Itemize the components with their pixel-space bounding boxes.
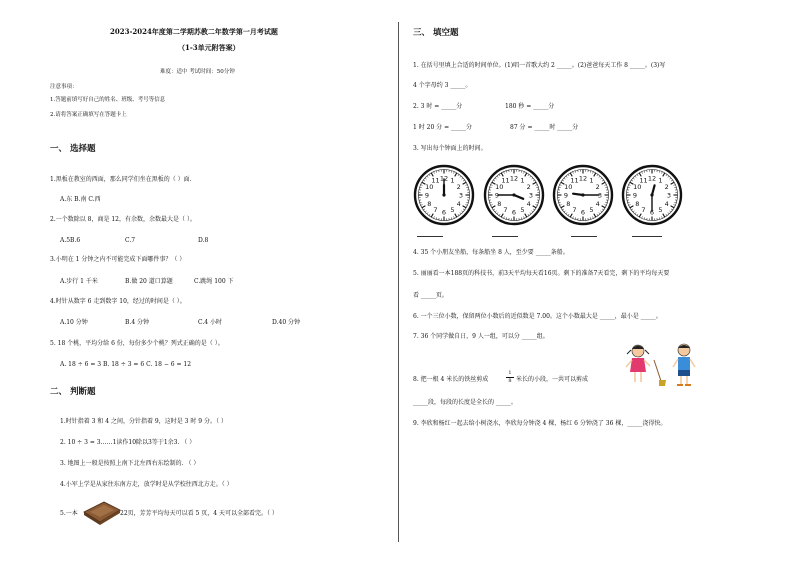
book-image xyxy=(80,498,122,526)
clock-numeral: 11 xyxy=(570,176,579,185)
clock-numeral: 6 xyxy=(441,208,447,217)
clock-face xyxy=(552,164,614,226)
clock-numeral: 12 xyxy=(509,174,519,183)
clock-numeral: 7 xyxy=(572,206,577,215)
question-text: 9. 李欣和杨红一起去给小树浇水，李欣每分钟浇 4 棵，杨红 6 分钟浇了 36 棵，_____浇得快。 xyxy=(413,420,667,427)
question-text: 4.小军上学是从家往东南方走，放学时是从学校往西北方走。（ ） xyxy=(60,481,233,488)
clock-numeral: 10 xyxy=(564,182,573,191)
clock-numeral: 2 xyxy=(456,182,461,191)
question-text: 4. 35 个小朋友坐船，每条船坐 8 人，至少要 _____条船。 xyxy=(413,249,569,256)
clock-numeral: 5 xyxy=(450,206,455,215)
clock-answer-blank xyxy=(571,236,597,237)
clock-numeral: 3 xyxy=(597,191,603,200)
option: B.4 分钟 xyxy=(125,319,150,326)
question-text: 米长的小段，一共可以剪成 xyxy=(516,376,589,383)
clock-numeral: 7 xyxy=(503,206,508,215)
clock-numeral: 8 xyxy=(497,199,502,208)
clock-numeral: 4 xyxy=(526,199,531,208)
clock-numeral: 1 xyxy=(589,176,594,185)
question-text: 87 分 = _____时 _____分 xyxy=(510,124,579,131)
clock-answer-blank xyxy=(632,236,662,237)
clock-numeral: 10 xyxy=(425,182,434,191)
question-text: 1. 在括号里填上合适的时间单位。(1)唱一首歌大约 2 _____。(2)爸爸每天工作 8 _____。(3)写 xyxy=(413,62,666,69)
clock-numeral: 3 xyxy=(458,191,464,200)
fraction xyxy=(506,371,514,384)
clock-numeral: 4 xyxy=(664,199,669,208)
question-text: 看 _____页。 xyxy=(413,292,448,299)
clock-numeral: 12 xyxy=(439,174,449,183)
page-title: 2023-2024年度第二学期苏教二年数学第一月考试题 xyxy=(110,27,278,36)
clock-numeral: 10 xyxy=(495,182,504,191)
clock-numeral: 1 xyxy=(450,176,455,185)
clock-numeral: 5 xyxy=(658,206,663,215)
clock-numeral: 2 xyxy=(595,182,600,191)
question-text: 1 时 20 分 = _____分 xyxy=(413,124,473,131)
question-text: 2. 10 ÷ 3 = 3……1读作10除以3等于1余3. （ ） xyxy=(60,439,196,446)
notice-item: 1.答题前填写好自己的姓名、班级、考号等信息 xyxy=(50,97,166,103)
clock-numeral: 9 xyxy=(563,191,569,200)
question-text: 6. 一个三位小数，保留两位小数后的近似数是 7.00。这个小数最大是 _____，最小是 _____。 xyxy=(413,313,662,320)
clock-answer-blank xyxy=(417,236,443,237)
question-text: 2.一个数除以 8，商是 12，有余数，余数最大是（ ）。 xyxy=(50,216,196,223)
fraction-denominator: 8 xyxy=(508,378,512,384)
clock-numeral: 3 xyxy=(528,191,534,200)
section-title-fill: 三、 填空题 xyxy=(413,28,459,38)
question-text: 180 秒 = _____分 xyxy=(505,103,555,110)
option: C.跳绳 100 下 xyxy=(194,278,234,285)
notice-heading: 注意事项： xyxy=(50,84,78,90)
clock-numeral: 7 xyxy=(433,206,438,215)
page-subtitle: （1-3单元附答案） xyxy=(178,43,240,52)
section-title-judge: 二、 判断题 xyxy=(50,387,96,397)
clock-numeral: 12 xyxy=(578,174,588,183)
notice-item: 2.请将答案正确填写在答题卡上 xyxy=(50,112,127,118)
question-text: 7. 36 个同学做自日，9 人一组，可以分 _____组。 xyxy=(413,333,549,340)
question-text: _____段，每段的长度是全长的 _____。 xyxy=(413,399,517,406)
question-text: 1.时针指着 3 和 4 之间，分针指着 9，这时是 3 时 9 分。（ ） xyxy=(60,418,227,425)
question-text: 4 个字母约 3 _____。 xyxy=(413,82,472,89)
clock-face xyxy=(413,164,475,226)
option: C.7 xyxy=(125,237,136,244)
clock-numeral: 8 xyxy=(635,199,640,208)
question-text: 5. 18 个桃，平均分给 6 份，每份多少个桃？列式正确的是（ ）。 xyxy=(50,340,224,347)
clock-numeral: 3 xyxy=(666,191,672,200)
option: C.4 小时 xyxy=(198,319,223,326)
clock-numeral: 8 xyxy=(566,199,571,208)
question-text: 1.黑板在教室的西面，那么同学们坐在黑板的（ ）面. xyxy=(50,176,192,183)
clock-numeral: 11 xyxy=(639,176,648,185)
option: D.8 xyxy=(198,237,209,244)
question-text: 5.一本 xyxy=(60,510,78,517)
clock-face xyxy=(621,164,683,226)
option: A.5B.6 xyxy=(60,237,81,244)
clock-numeral: 6 xyxy=(511,208,517,217)
question-text: 3. 写出每个钟面上的时间。 xyxy=(413,145,487,152)
clock-numeral: 12 xyxy=(647,174,657,183)
clock-numeral: 10 xyxy=(633,182,642,191)
option: A.步行 1 千米 xyxy=(60,278,98,285)
question-text: 3.小明在 1 分钟之内不可能完成下面哪件事？（ ） xyxy=(50,256,186,263)
clock-numeral: 9 xyxy=(424,191,430,200)
clock-numeral: 6 xyxy=(649,208,655,217)
question-text: 3. 地图上一般是按照上南下北左西右东绘制的. （ ） xyxy=(60,460,200,467)
question-text: 8. 把一根 4 米长的铁丝剪成 xyxy=(413,376,489,383)
clock-numeral: 8 xyxy=(427,199,432,208)
clock-face xyxy=(483,164,545,226)
question-options: A.东 B.南 C.西 xyxy=(60,196,101,203)
clock-numeral: 1 xyxy=(658,176,663,185)
option: B.做 20 道口算题 xyxy=(125,278,173,285)
clock-numeral: 9 xyxy=(632,191,638,200)
option: D.40 分钟 xyxy=(272,319,301,326)
question-text: 22页，芳芳平均每天可以看 5 页，4 天可以全部看完。（ ） xyxy=(120,510,278,517)
clock-numeral: 7 xyxy=(641,206,646,215)
fraction-numerator: 1 xyxy=(508,370,512,376)
clock-numeral: 9 xyxy=(494,191,500,200)
exam-meta: 难度：适中 考试时间：50分钟 xyxy=(160,69,235,75)
clock-numeral: 5 xyxy=(520,206,525,215)
column-divider xyxy=(398,22,399,542)
clock-numeral: 11 xyxy=(431,176,440,185)
question-text: 5. 丽丽看一本188页的科技书，前3天平均每天看16页。剩下的准备7天看完，剩下的平均每天要 xyxy=(413,270,670,277)
clock-numeral: 11 xyxy=(501,176,510,185)
clock-numeral: 2 xyxy=(664,182,669,191)
clock-numeral: 6 xyxy=(580,208,586,217)
clock-numeral: 4 xyxy=(456,199,461,208)
clock-numeral: 4 xyxy=(595,199,600,208)
question-text: 4.时针从数字 6 走到数字 10，经过的时间是（ ）。 xyxy=(50,298,186,305)
clock-numeral: 2 xyxy=(526,182,531,191)
option: A.10 分钟 xyxy=(60,319,88,326)
clock-answer-blank xyxy=(492,236,518,237)
clock-numeral: 5 xyxy=(589,206,594,215)
children-illustration xyxy=(622,340,702,388)
question-options: A. 18 ÷ 6 = 3 B. 18 ÷ 3 = 6 C. 18 − 6 = 12 xyxy=(60,361,192,368)
clock-numeral: 1 xyxy=(520,176,525,185)
question-text: 2. 3 时 = _____分 xyxy=(413,103,463,110)
section-title-choice: 一、 选择题 xyxy=(50,144,96,154)
